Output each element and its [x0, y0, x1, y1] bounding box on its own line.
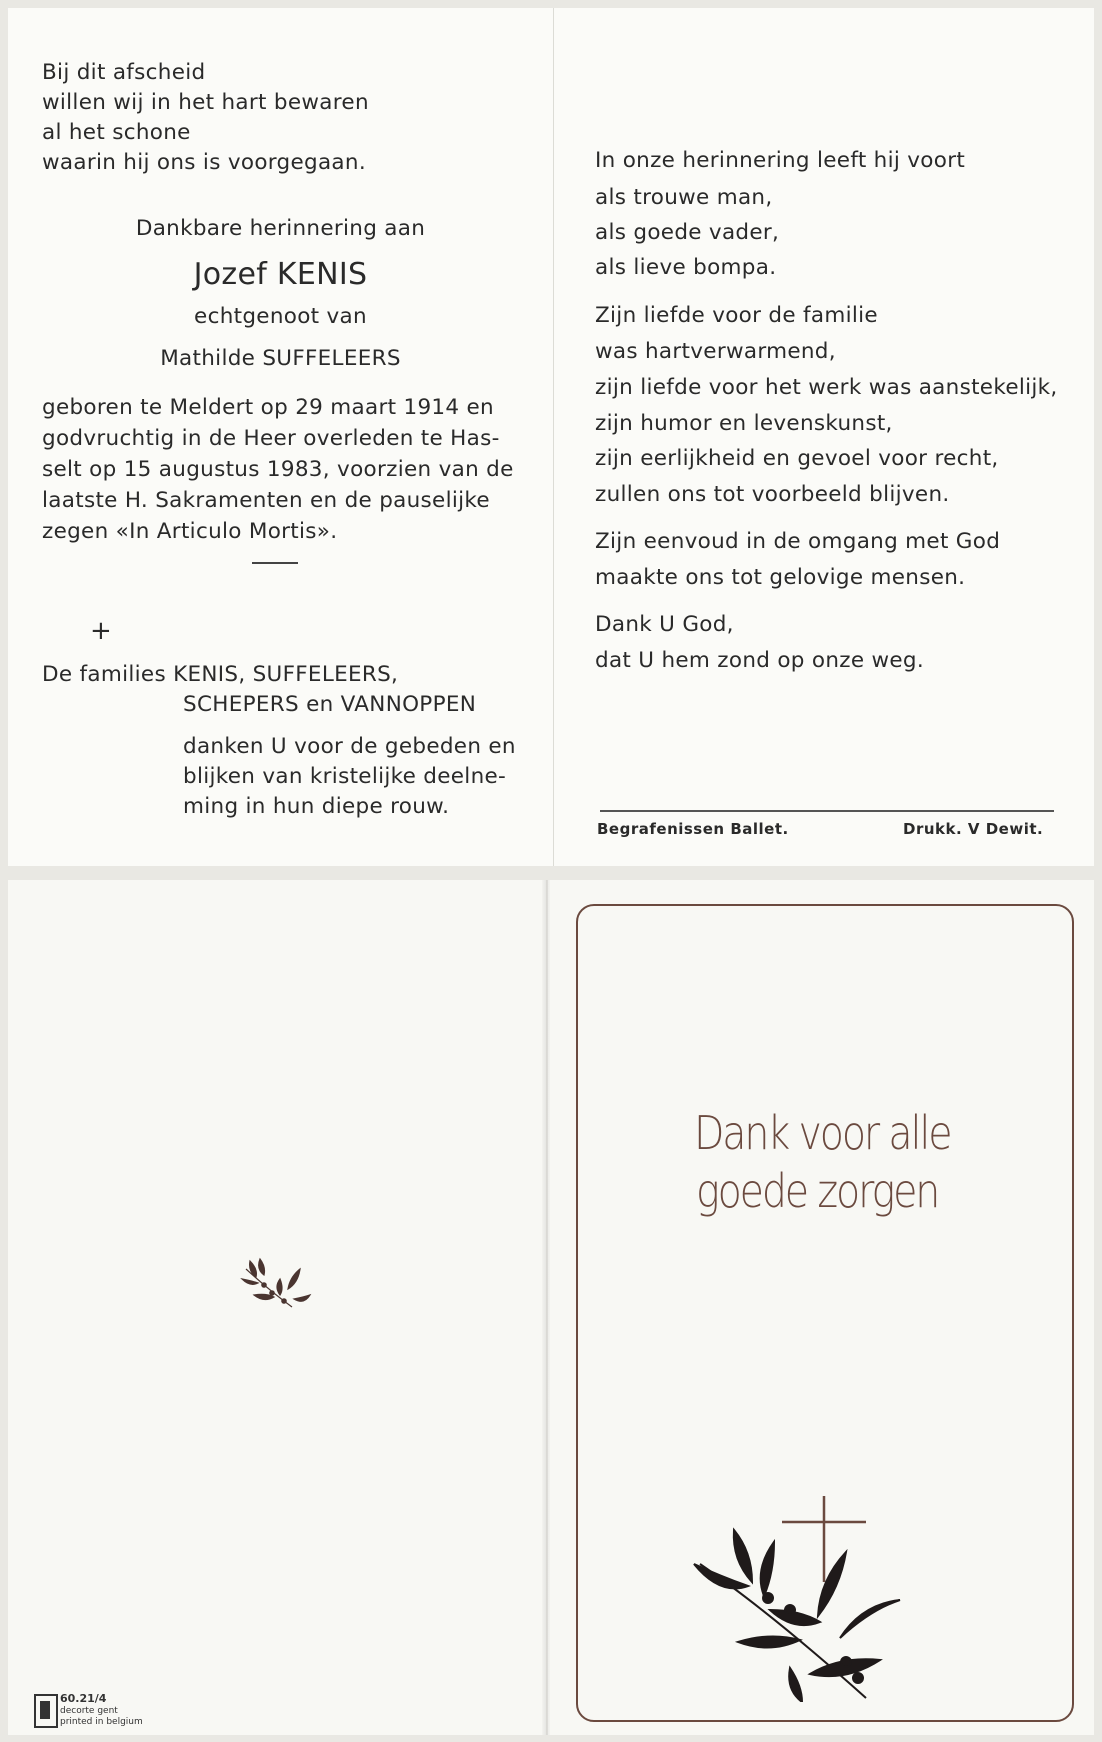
- inner-right-page: [554, 8, 1094, 866]
- funeral-home: Begrafenissen Ballet.: [597, 820, 789, 838]
- cover-title-line-2: goede zorgen: [696, 1164, 939, 1218]
- bio-line: laatste H. Sakramenten en de pauselijke: [42, 488, 490, 513]
- verse-line: Zijn liefde voor de familie: [595, 303, 878, 328]
- families-line: SCHEPERS en VANNOPPEN: [183, 692, 477, 717]
- poem-line: al het schone: [42, 120, 191, 145]
- thanks-line: blijken van kristelijke deelne-: [183, 764, 507, 789]
- printer-credit: Drukk. V Dewit.: [903, 820, 1044, 838]
- verse-line: zijn humor en levenskunst,: [595, 411, 893, 436]
- poem-line: willen wij in het hart bewaren: [42, 90, 369, 115]
- verse-line: Zijn eenvoud in de omgang met God: [595, 529, 1001, 554]
- remembrance-label: Dankbare herinnering aan: [135, 216, 426, 241]
- printer-logo-icon: [34, 1694, 58, 1728]
- bio-line: selt op 15 augustus 1983, voorzien van de: [42, 457, 514, 482]
- deceased-name: Jozef KENIS: [193, 257, 368, 292]
- printer-mark: [60, 1693, 143, 1728]
- bio-line: geboren te Meldert op 29 maart 1914 en: [42, 395, 494, 420]
- cross-symbol: +: [90, 616, 113, 646]
- bio-line: godvruchtig in de Heer overleden te Has-: [42, 426, 500, 451]
- verse-line: maakte ons tot gelovige mensen.: [595, 565, 966, 590]
- verse-line: was hartverwarmend,: [595, 339, 836, 364]
- verse-line: als trouwe man,: [595, 185, 773, 210]
- verse-line: zullen ons tot voorbeeld blijven.: [595, 482, 950, 507]
- verse-line: Dank U God,: [595, 612, 734, 637]
- poem-line: Bij dit afscheid: [42, 60, 206, 85]
- verse-line: In onze herinnering leeft hij voort: [595, 148, 966, 173]
- verse-line: zijn eerlijkheid en gevoel voor recht,: [595, 446, 999, 471]
- small-leaf-sprig-icon: [240, 1255, 312, 1313]
- thanks-line: ming in hun diepe rouw.: [183, 794, 450, 819]
- verse-line: dat U hem zond op onze weg.: [595, 648, 924, 673]
- printer-note: printed in belgium: [60, 1717, 143, 1727]
- printer-code: 60.21/4: [60, 1692, 107, 1705]
- footer-rule: [600, 810, 1054, 812]
- spouse-label: echtgenoot van: [194, 304, 367, 329]
- cross-and-olive-branch-icon: [690, 1492, 910, 1702]
- printer-name: decorte gent: [60, 1706, 118, 1716]
- thanks-line: danken U voor de gebeden en: [183, 734, 516, 759]
- families-line: De families KENIS, SUFFELEERS,: [42, 662, 399, 687]
- verse-line: als lieve bompa.: [595, 255, 777, 280]
- cover-title-line-1: Dank voor alle: [694, 1106, 951, 1160]
- verse-line: zijn liefde voor het werk was aanstekelijk,: [595, 375, 1058, 400]
- poem-line: waarin hij ons is voorgegaan.: [42, 150, 366, 175]
- short-divider: [252, 562, 298, 564]
- fold-crease: [542, 880, 550, 1735]
- verse-line: als goede vader,: [595, 220, 780, 245]
- spouse-name: Mathilde SUFFELEERS: [160, 346, 401, 371]
- bio-line: zegen «In Articulo Mortis».: [42, 519, 338, 544]
